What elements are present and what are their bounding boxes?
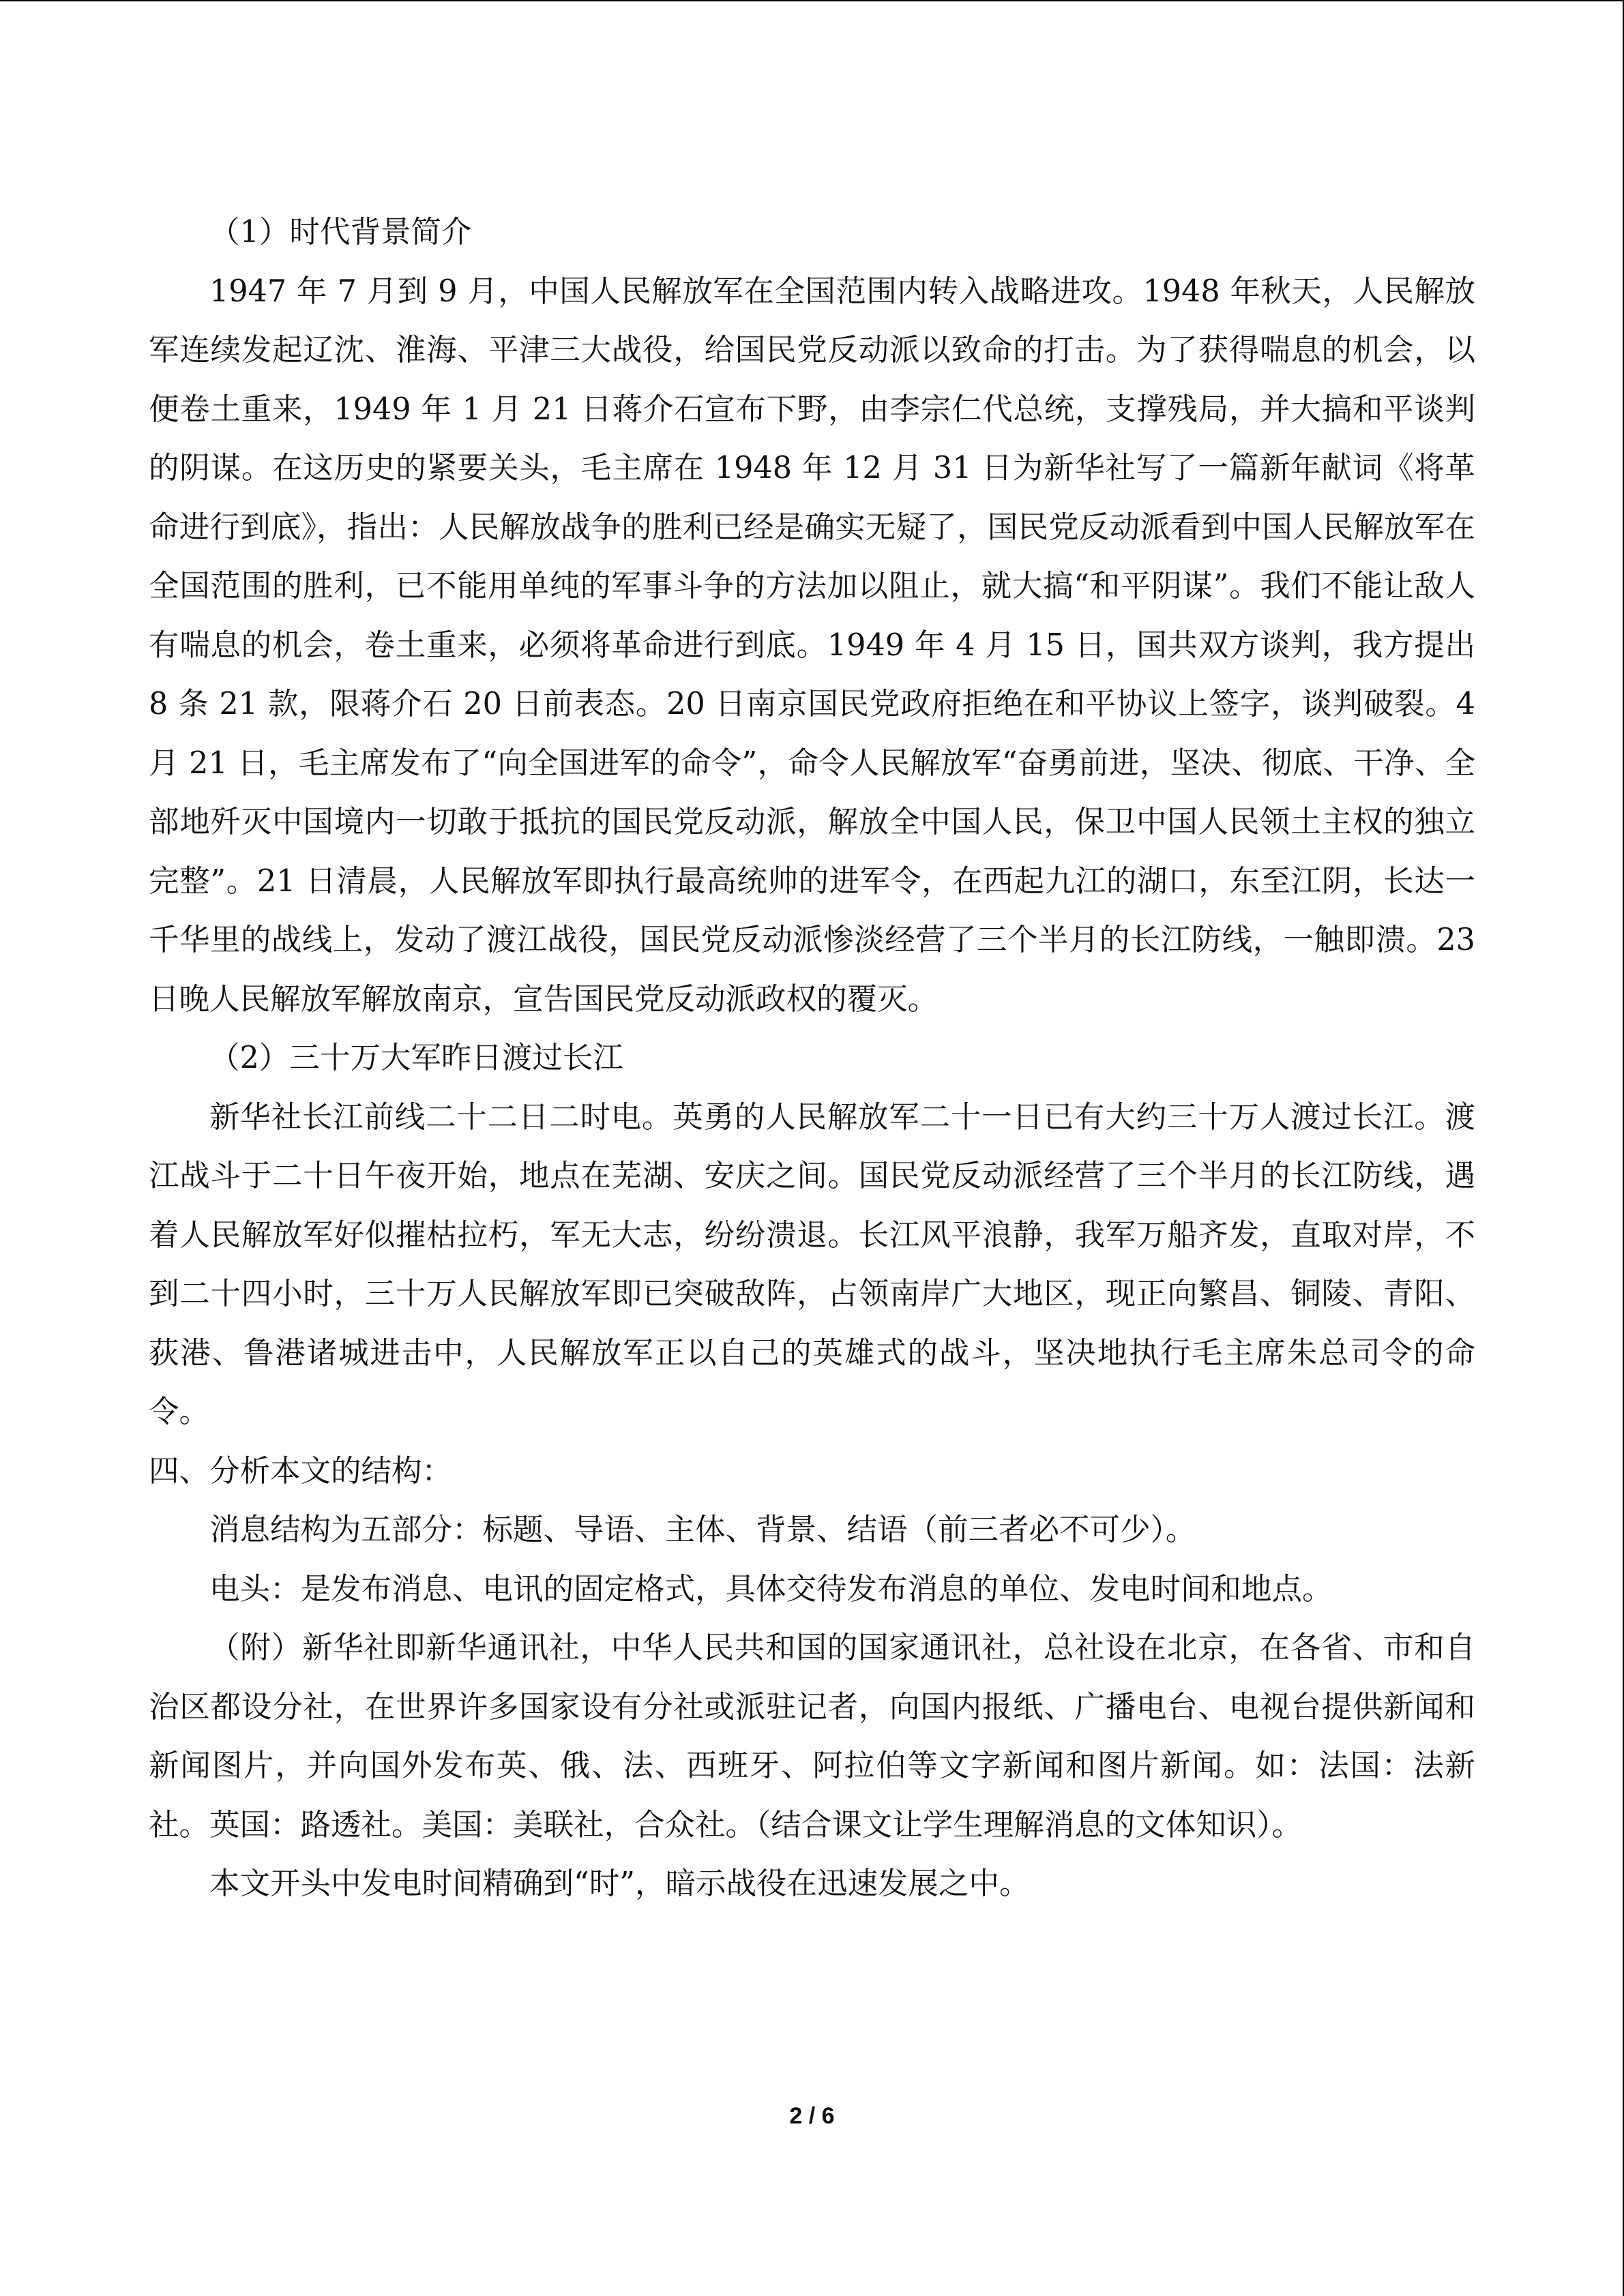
paragraph-time-precision: 本文开头中发电时间精确到“时”，暗示战役在迅速发展之中。	[209, 1866, 1030, 1901]
paragraph-xinhua-note: （附）新华社即新华通讯社，中华人民共和国的国家通讯社，总社设在北京，在各省、市和自治区都设分社，在世界许多国家设有分社或派驻记者，向国内报纸、广播电台、电视台提供新闻和新闻图片，并向国外发布英、俄、法、西班牙、阿拉伯等文字新闻和图片新闻。如：法国：法新社。英国：路透社。美国：美联社，合众社。（结合课文让学生理解消息的文体知识）。	[149, 1630, 1475, 1843]
page-number: 2 / 6	[789, 2103, 835, 2129]
paragraph-news-text: 新华社长江前线二十二日二时电。英勇的人民解放军二十一日已有大约三十万人渡过长江。渡江战斗于二十日午夜开始，地点在芜湖、安庆之间。国民党反动派经营了三个半月的长江防线，遇着人民解放军好似摧枯拉朽，军无大志，纷纷溃退。长江风平浪静，我军万船齐发，直取对岸，不到二十四小时，三十万人民解放军即已突破敌阵，占领南岸广大地区，现正向繁昌、铜陵、青阳、荻港、鲁港诸城进击中，人民解放军正以自己的英雄式的战斗，坚决地执行毛主席朱总司令的命令。	[149, 1099, 1475, 1429]
paragraph-dateline: 电头：是发布消息、电讯的固定格式，具体交待发布消息的单位、发电时间和地点。	[209, 1571, 1333, 1607]
paragraph-historical-background: 1947 年 7 月到 9 月，中国人民解放军在全国范围内转入战略进攻。1948 年秋天，人民解放军连续发起辽沈、淮海、平津三大战役，给国民党反动派以致命的打击。为了获得喘息的机会，以便卷土重来，1949 年 1 月 21 日蒋介石宣布下野，由李宗仁代总统，支撑残局，并大搞和平谈判的阴谋。在这历史的紧要关头，毛主席在 1948 年 12 月 31 日为新华社写了一篇新年献词《将革命进行到底》，指出：人民解放战争的胜利已经是确实无疑了，国民党反动派看到中国人民解放军在全国范围的胜利，已不能用单纯的军事斗争的方法加以阻止，就大搞“和平阴谋”。我们不能让敌人有喘息的机会，卷土重来，必须将革命进行到底。1949 年 4 月 15 日，国共双方谈判，我方提出 8 条 21 款，限蒋介石 20 日前表态。20 日南京国民党政府拒绝在和平协议上签字，谈判破裂。4 月 21 日，毛主席发布了“向全国进军的命令”，命令人民解放军“奋勇前进，坚决、彻底、干净、全部地歼灭中国境内一切敢于抵抗的国民党反动派，解放全中国人民，保卫中国人民领土主权的独立完整”。21 日清晨，人民解放军即执行最高统帅的进军令，在西起九江的湖口，东至江阴，长达一千华里的战线上，发动了渡江战役，国民党反动派惨淡经营了三个半月的长江防线，一触即溃。23 日晚人民解放军解放南京，宣告国民党反动派政权的覆灭。	[149, 273, 1475, 1017]
subheading-background: （1）时代背景简介	[209, 215, 472, 250]
section-heading-structure: 四、分析本文的结构：	[149, 1453, 453, 1489]
document-body	[149, 203, 1475, 1914]
paragraph-news-structure: 消息结构为五部分：标题、导语、主体、背景、结语（前三者必不可少）。	[209, 1512, 1196, 1547]
subheading-news-title: （2）三十万大军昨日渡过长江	[209, 1041, 623, 1075]
